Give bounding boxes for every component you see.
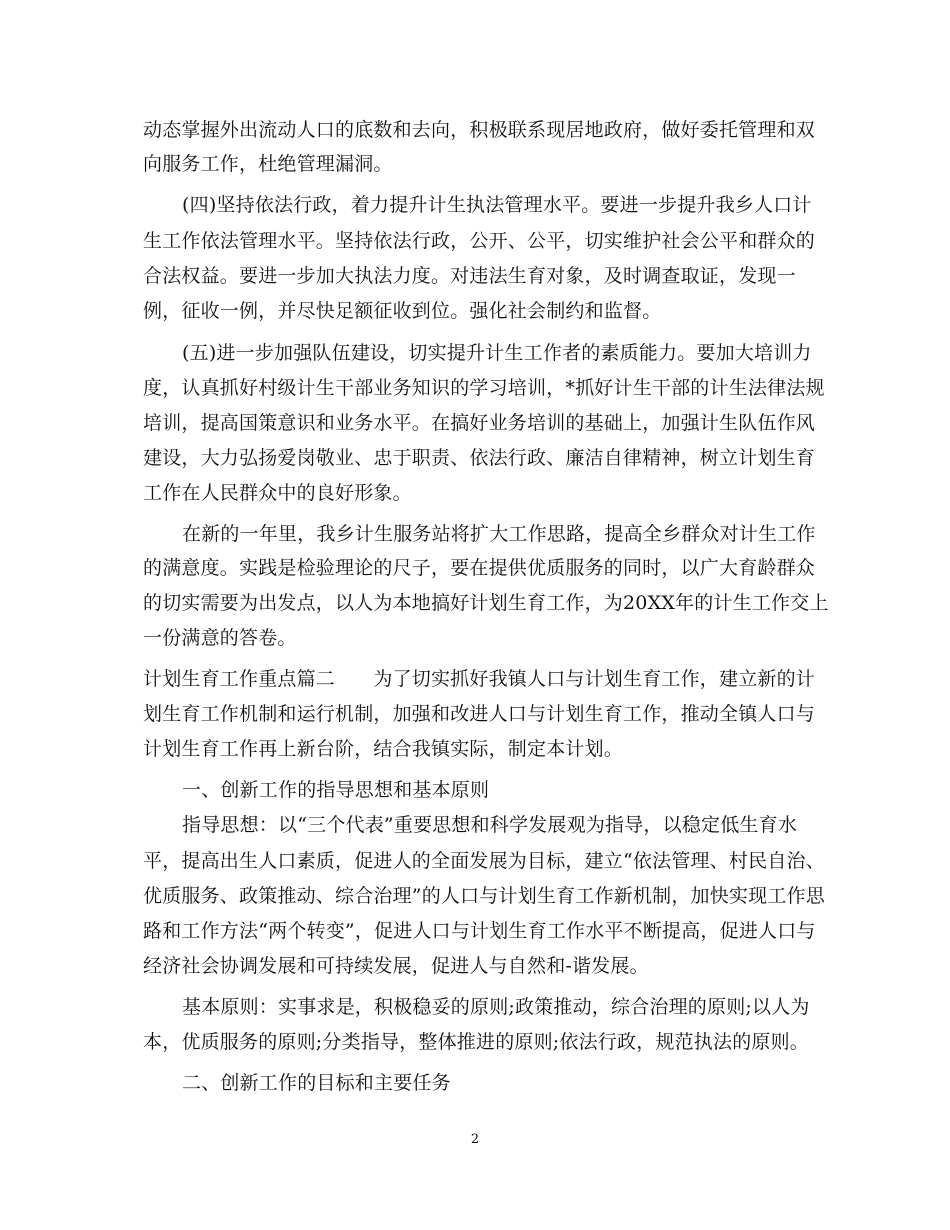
text-line: 向服务工作，杜绝管理漏洞。 — [143, 153, 393, 175]
text-line: 计划生育工作重点篇二 为了切实抓好我镇人口与计划生育工作，建立新的计 — [143, 668, 816, 690]
text-line: 在新的一年里，我乡计生服务站将扩大工作思路，提高全乡群众对计生工作 — [182, 523, 816, 545]
text-line: (四)坚持依法行政，着力提升计生执法管理水平。要进一步提升我乡人口计 — [182, 194, 812, 216]
page-number: 2 — [470, 1132, 480, 1147]
text-line: 工作在人民群众中的良好形象。 — [143, 482, 412, 504]
text-line: 指导思想：以“三个代表”重要思想和科学发展观为指导，以稳定低生育水 — [182, 814, 798, 836]
text-line: (五)进一步加强队伍建设，切实提升计生工作者的素质能力。要加大培训力 — [182, 342, 812, 364]
section-heading: 二、创新工作的目标和主要任务 — [182, 1072, 451, 1094]
text-line: 动态掌握外出流动人口的底数和去向，积极联系现居地政府，做好委托管理和双 — [143, 119, 816, 141]
text-line: 一份满意的答卷。 — [143, 627, 297, 649]
section-heading: 一、创新工作的指导思想和基本原则 — [182, 779, 490, 801]
text-line: 的满意度。实践是检验理论的尺子，要在提供优质服务的同时，以广大育龄群众 — [143, 557, 816, 579]
text-line: 本，优质服务的原则;分类指导，整体推进的原则;依法行政，规范执法的原则。 — [143, 1031, 810, 1053]
text-line: 经济社会协调发展和可持续发展，促进人与自然和-谐发展。 — [143, 955, 649, 977]
text-line: 路和工作方法“两个转变”，促进人口与计划生育工作水平不断提高，促进人口与 — [143, 920, 816, 942]
text-line: 培训，提高国策意识和业务水平。在搞好业务培训的基础上，加强计生队伍作风 — [143, 412, 816, 434]
text-line: 计划生育工作再上新台阶，结合我镇实际，制定本计划。 — [143, 738, 624, 760]
text-line: 度，认真抓好村级计生干部业务知识的学习培训，*抓好计生干部的计生法律法规 — [143, 377, 825, 399]
text-line: 的切实需要为出发点，以人为本地搞好计划生育工作，为20XX年的计生工作交上 — [143, 592, 829, 614]
text-line: 优质服务、政策推动、综合治理”的人口与计划生育工作新机制，加快实现工作思 — [143, 885, 825, 907]
text-line: 划生育工作机制和运行机制，加强和改进人口与计划生育工作，推动全镇人口与 — [143, 703, 816, 725]
text-line: 平，提高出生人口素质，促进人的全面发展为目标，建立“依法管理、村民自治、 — [143, 850, 825, 872]
text-line: 例，征收一例，并尽快足额征收到位。强化社会制约和监督。 — [143, 300, 662, 322]
text-line: 基本原则：实事求是，积极稳妥的原则;政策推动，综合治理的原则;以人为 — [182, 996, 810, 1018]
text-line: 建设，大力弘扬爱岗敬业、忠于职责、依法行政、廉洁自律精神，树立计划生育 — [143, 447, 816, 469]
text-line: 生工作依法管理水平。坚持依法行政，公开、公平，切实维护社会公平和群众的 — [143, 230, 816, 252]
text-line: 合法权益。要进一步加大执法力度。对违法生育对象，及时调查取证，发现一 — [143, 265, 796, 287]
